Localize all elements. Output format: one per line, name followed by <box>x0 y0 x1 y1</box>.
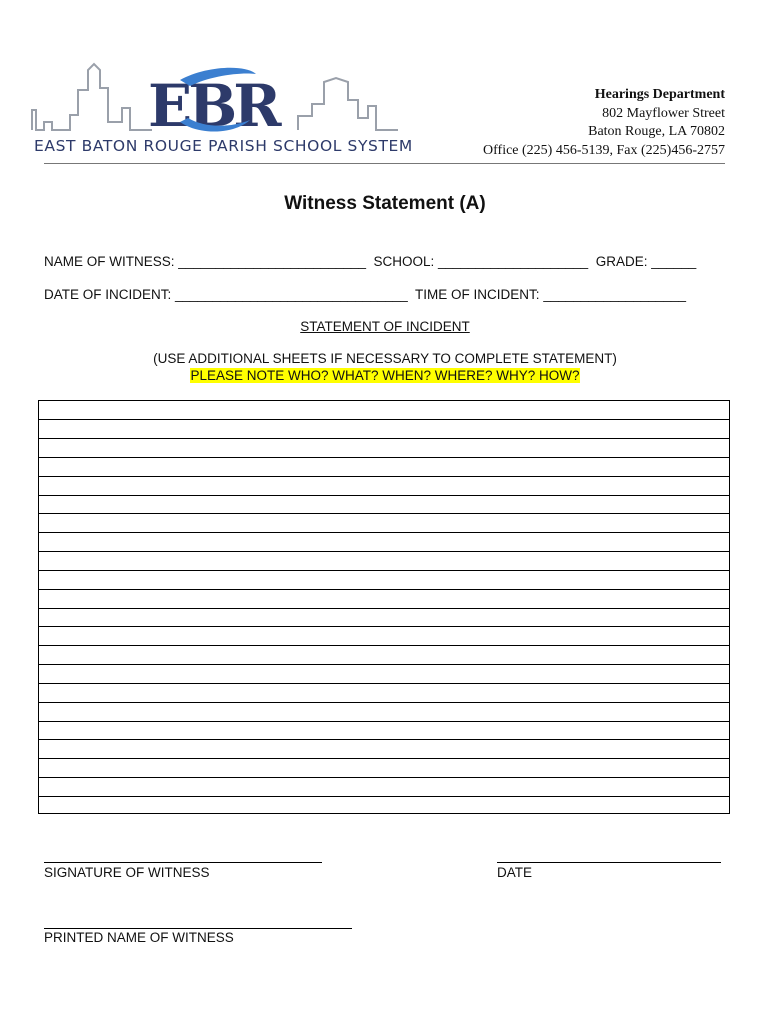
time-of-incident-label: TIME OF INCIDENT: <box>415 287 540 302</box>
statement-line[interactable] <box>39 721 729 722</box>
statement-line[interactable] <box>39 570 729 571</box>
statement-line[interactable] <box>39 608 729 609</box>
statement-line[interactable] <box>39 589 729 590</box>
statement-line[interactable] <box>39 796 729 797</box>
please-note <box>0 368 770 383</box>
statement-line[interactable] <box>39 457 729 458</box>
school-field[interactable]: ____________________ <box>438 254 589 269</box>
statement-line[interactable] <box>39 758 729 759</box>
time-of-incident-field[interactable]: ___________________ <box>543 287 686 302</box>
witness-signature-field[interactable] <box>44 862 322 863</box>
grade-label: GRADE: <box>595 254 648 269</box>
printed-name-field[interactable] <box>44 928 352 929</box>
department-name: Hearings Department <box>594 87 725 102</box>
please-note-highlight: PLEASE NOTE WHO? WHAT? WHEN? WHERE? WHY? HOW? <box>190 368 580 383</box>
address-line-2: Baton Rouge, LA 70802 <box>588 124 725 139</box>
witness-info-row <box>44 254 696 269</box>
statement-line[interactable] <box>39 739 729 740</box>
svg-text:EBR: EBR <box>148 72 278 140</box>
contact-block <box>483 86 725 160</box>
incident-info-row <box>44 287 686 302</box>
statement-heading: STATEMENT OF INCIDENT <box>300 319 470 334</box>
statement-line[interactable] <box>39 532 729 533</box>
statement-line[interactable] <box>39 551 729 552</box>
statement-line[interactable] <box>39 664 729 665</box>
statement-line[interactable] <box>39 513 729 514</box>
statement-line[interactable] <box>39 495 729 496</box>
phone-fax-line: Office (225) 456-5139, Fax (225)456-2757 <box>483 142 725 158</box>
date-of-incident-field[interactable]: _______________________________ <box>175 287 408 302</box>
statement-line[interactable] <box>39 419 729 420</box>
date-signature-field[interactable] <box>497 862 721 863</box>
witness-signature-label: SIGNATURE OF WITNESS <box>44 865 210 880</box>
school-system-logo <box>30 60 413 160</box>
statement-line[interactable] <box>39 438 729 439</box>
statement-line[interactable] <box>39 626 729 627</box>
name-of-witness-field[interactable]: _________________________ <box>178 254 366 269</box>
statement-line[interactable] <box>39 683 729 684</box>
statement-line[interactable] <box>39 777 729 778</box>
name-of-witness-label: NAME OF WITNESS: <box>44 254 175 269</box>
statement-line[interactable] <box>39 476 729 477</box>
statement-lines-box[interactable] <box>38 400 730 814</box>
printed-name-label: PRINTED NAME OF WITNESS <box>44 930 234 945</box>
statement-line[interactable] <box>39 645 729 646</box>
grade-field[interactable]: ______ <box>651 254 697 269</box>
form-title: Witness Statement (A) <box>284 193 486 214</box>
statement-line[interactable] <box>39 702 729 703</box>
school-label: SCHOOL: <box>373 254 435 269</box>
additional-sheets-note: (USE ADDITIONAL SHEETS IF NECESSARY TO COMPLETE STATEMENT) <box>153 351 617 366</box>
logo-caption: EAST BATON ROUGE PARISH SCHOOL SYSTEM <box>34 137 413 155</box>
address-line-1: 802 Mayflower Street <box>602 105 725 121</box>
date-of-incident-label: DATE OF INCIDENT: <box>44 287 172 302</box>
header-divider <box>44 163 725 164</box>
date-signature-label: DATE <box>497 865 533 880</box>
